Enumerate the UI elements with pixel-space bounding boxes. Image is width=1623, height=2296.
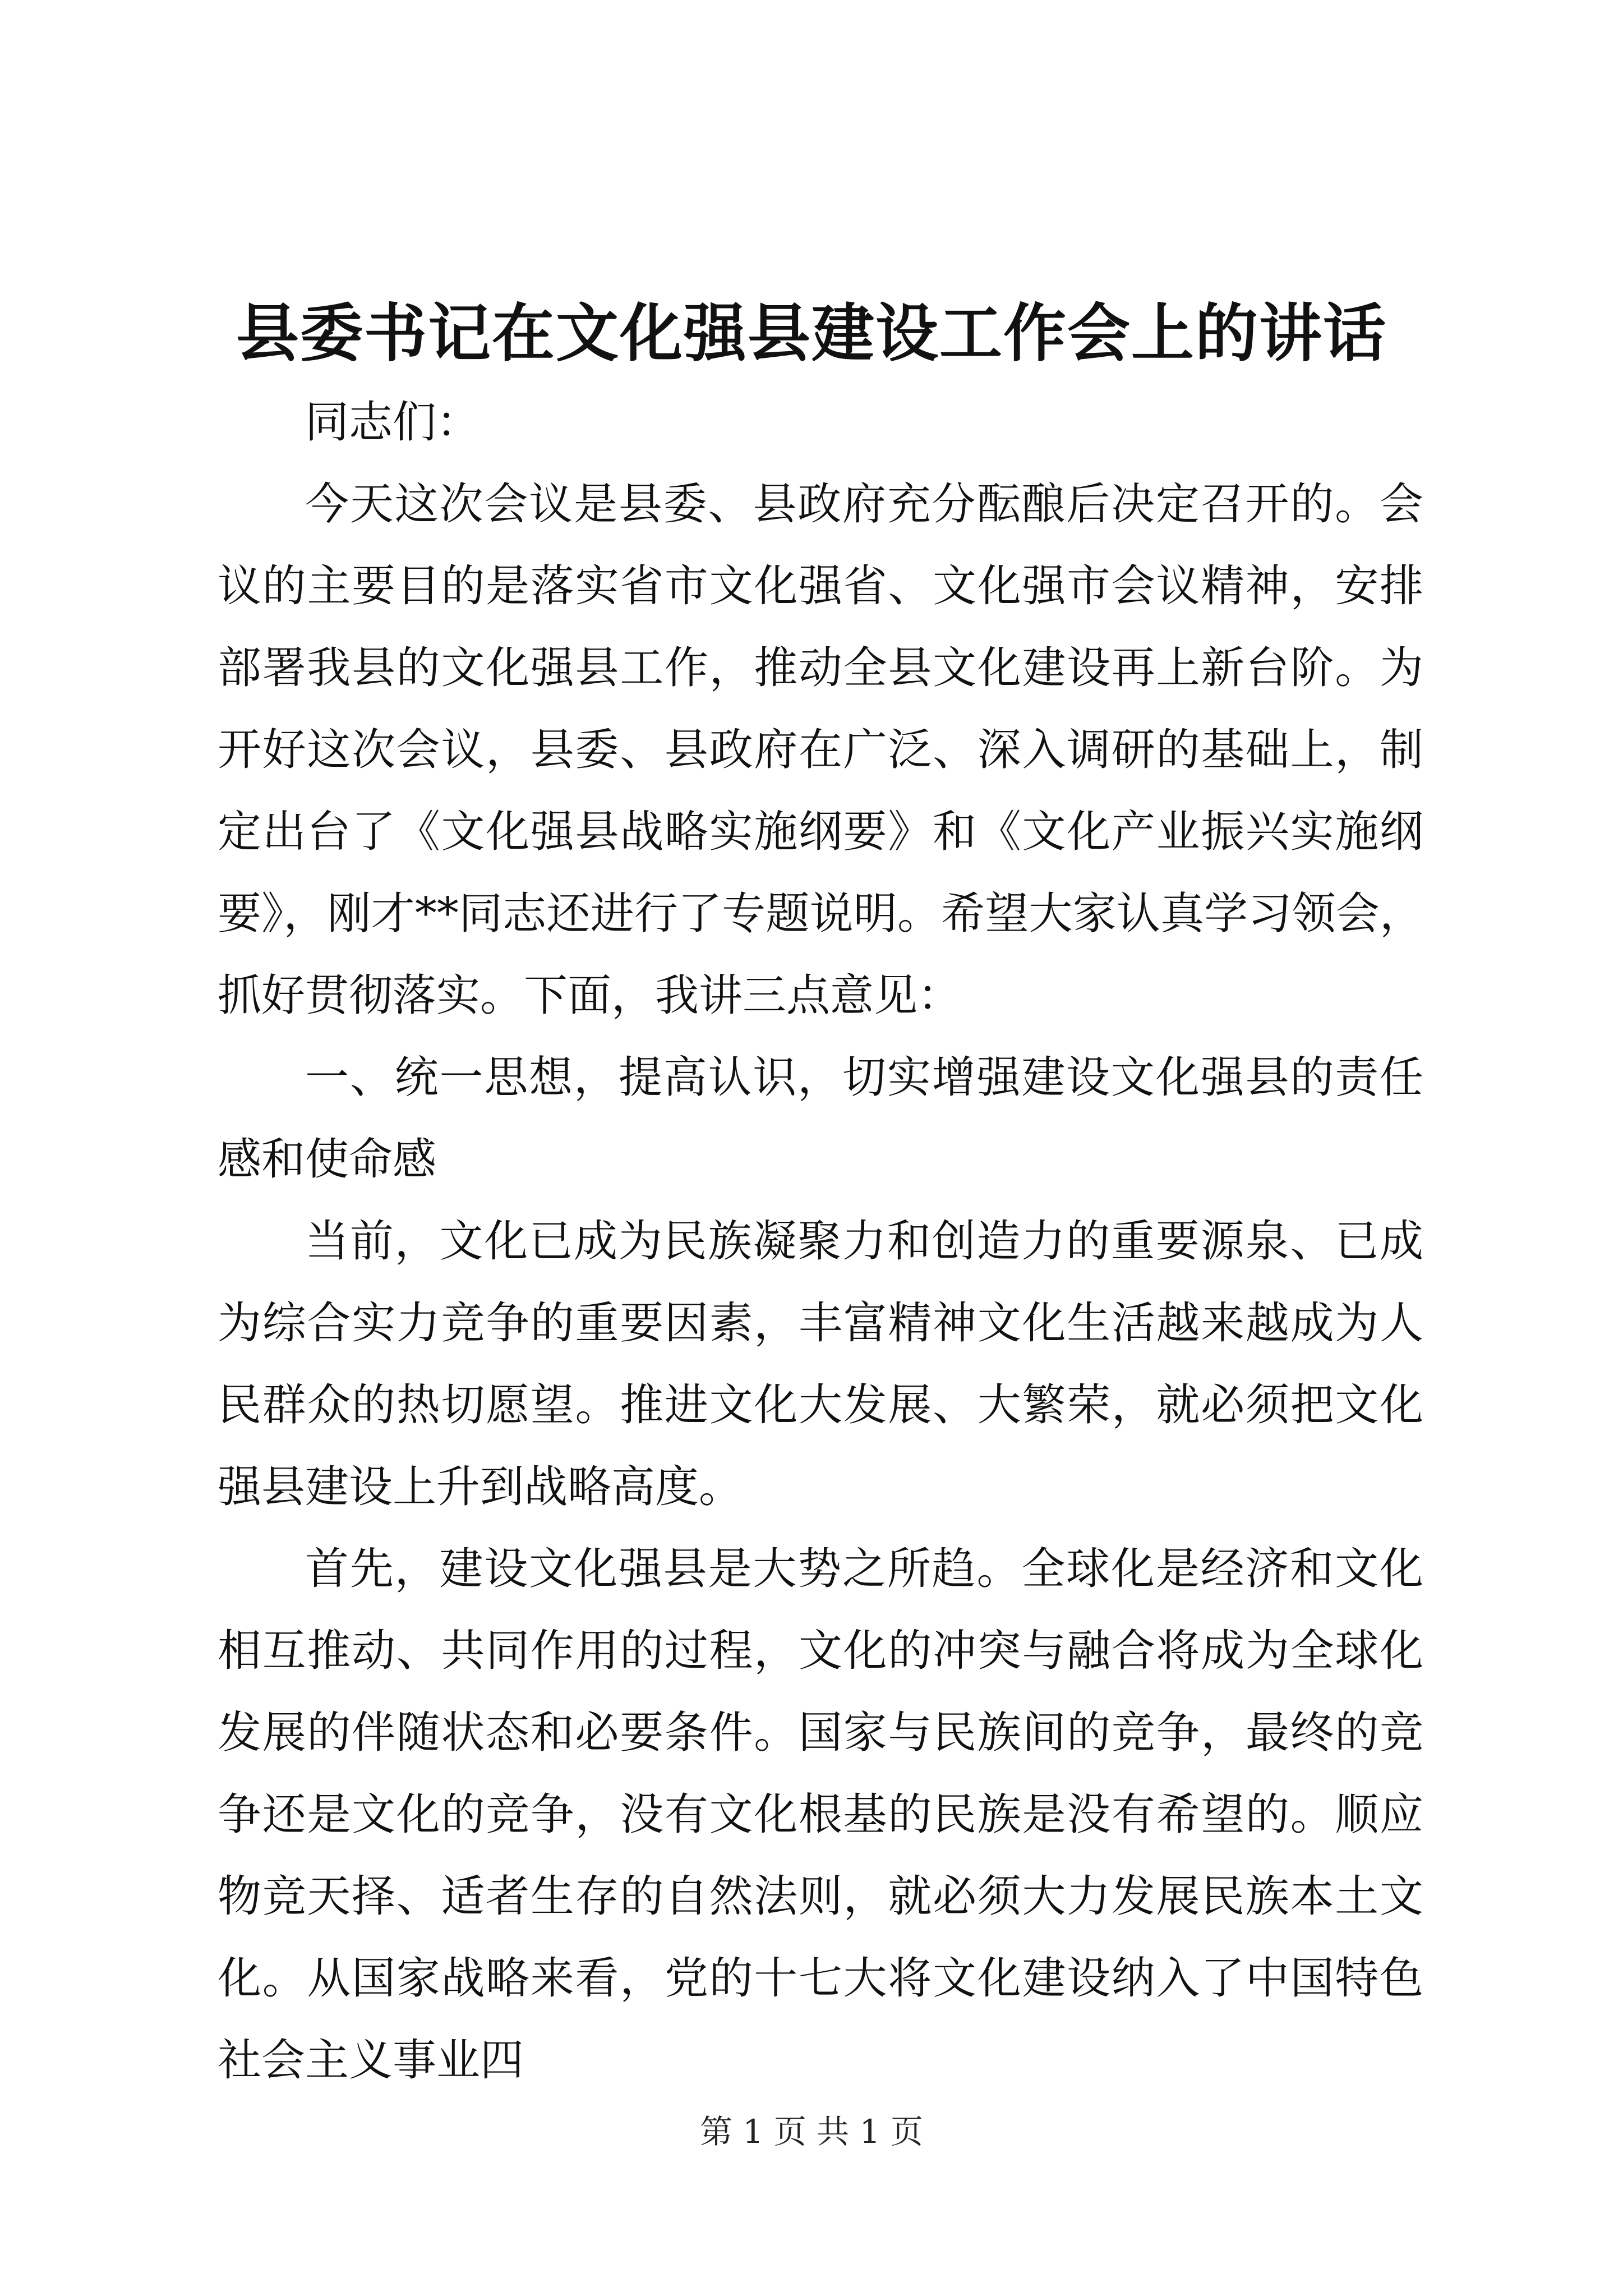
document-title: 县委书记在文化强县建设工作会上的讲话	[236, 297, 1387, 370]
document-body	[218, 381, 1423, 2101]
section-heading-1: 一、统一思想，提高认识，切实增强建设文化强县的责任感和使命感	[218, 1052, 1423, 1185]
paragraph-intro: 今天这次会议是县委、县政府充分酝酿后决定召开的。会议的主要目的是落实省市文化强省、文化强市会议精神，安排部署我县的文化强县工作，推动全县文化建设再上新台阶。为开好这次会议，县委、县政府在广泛、深入调研的基础上，制定出台了《文化强县战略实施纲要》和《文化产业振兴实施纲要》，刚才**同志还进行了专题说明。希望大家认真学习领会，抓好贯彻落实。下面，我讲三点意见：	[218, 479, 1423, 1021]
paragraph-salutation: 同志们：	[305, 397, 481, 448]
paragraph-current-situation: 当前，文化已成为民族凝聚力和创造力的重要源泉、已成为综合实力竞争的重要因素，丰富精神文化生活越来越成为人民群众的热切愿望。推进文化大发展、大繁荣，就必须把文化强县建设上升到战略高度。	[218, 1216, 1423, 1512]
page-footer: 第 1 页 共 1 页	[700, 2113, 923, 2151]
paragraph-first-point: 首先，建设文化强县是大势之所趋。全球化是经济和文化相互推动、共同作用的过程，文化的冲突与融合将成为全球化发展的伴随状态和必要条件。国家与民族间的竞争，最终的竞争还是文化的竞争，没有文化根基的民族是没有希望的。顺应物竞天择、适者生存的自然法则，就必须大力发展民族本土文化。从国家战略来看，党的十七大将文化建设纳入了中国特色社会主义事业四	[218, 1544, 1423, 2086]
